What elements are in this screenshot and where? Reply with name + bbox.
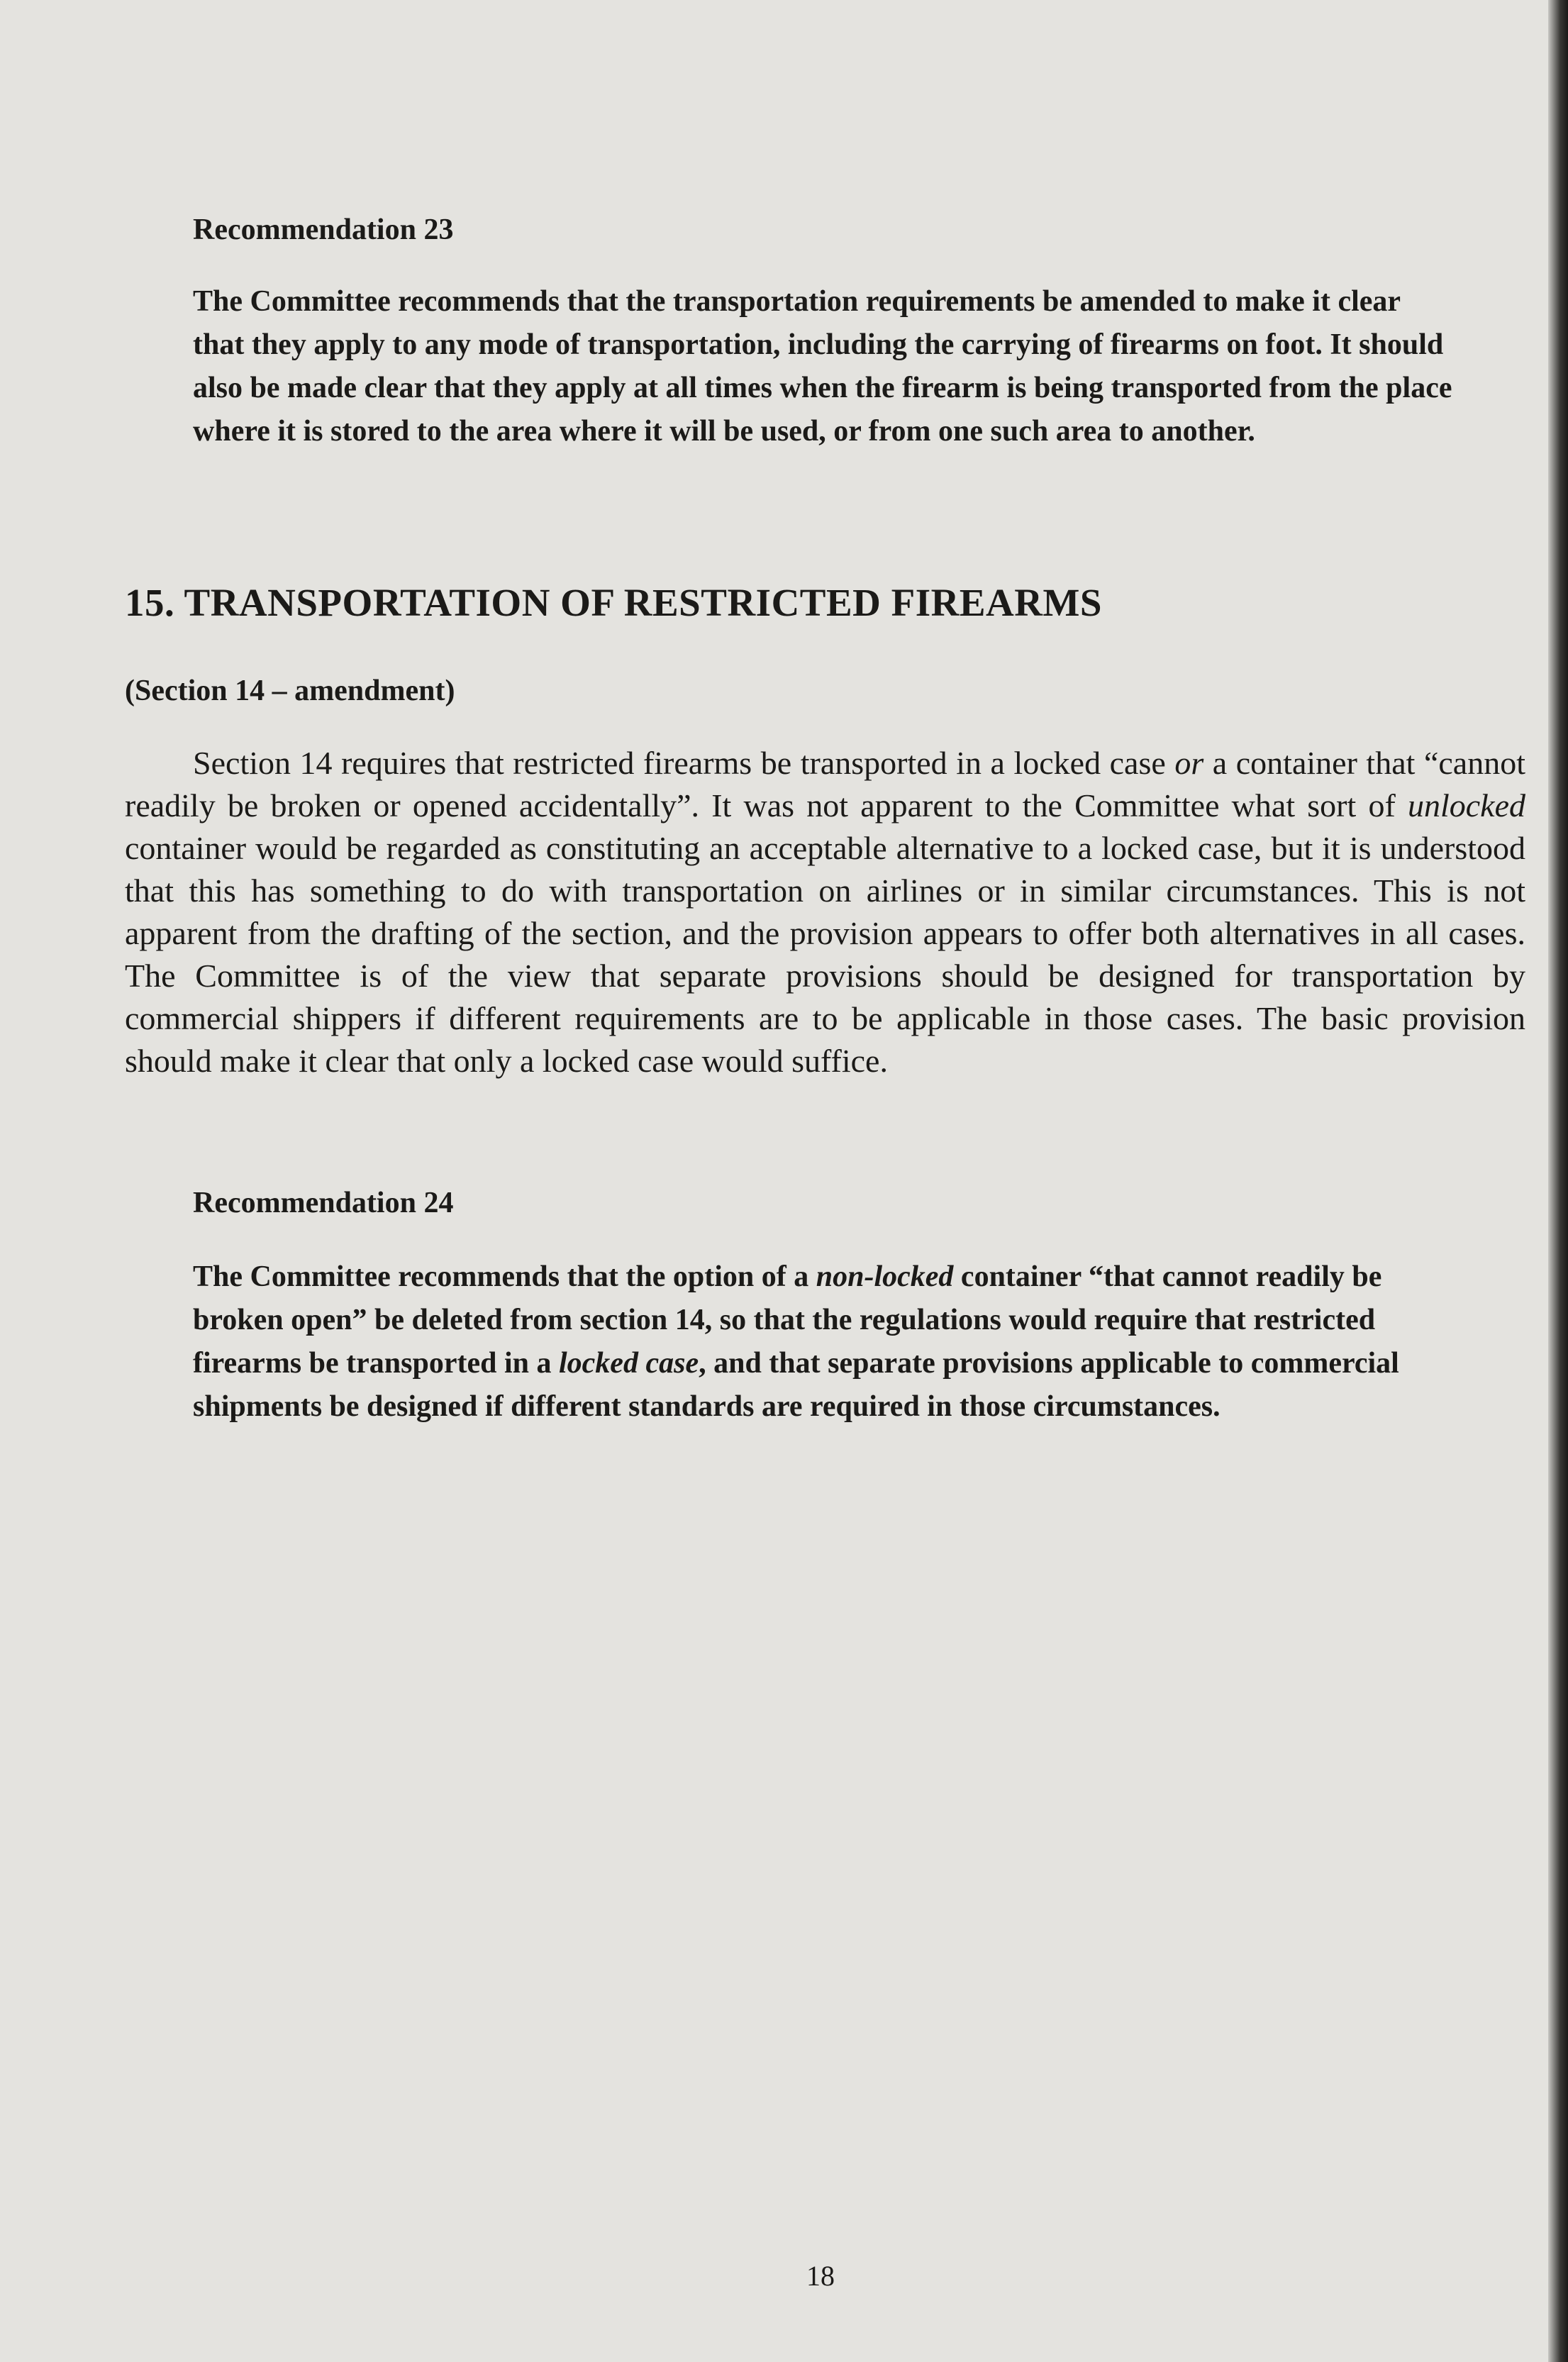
page-edge-shadow (1548, 0, 1568, 2362)
body-text-3: container would be regarded as constituting an acceptable alternative to a locked case, but it is understood that this has something to do with transportation on airlines or in similar circumstances. This is not apparent from the drafting of the section, and the provision appears to offer both alternatives in all cases. The Committee is of the view that separate provisions should be designed for transportation by commercial shippers if different requirements are to be applicable in those cases. The basic provision should make it clear that only a locked case would suffice. (125, 830, 1525, 1079)
body-emphasis-or: or (1174, 745, 1204, 781)
body-emphasis-unlocked: unlocked (1407, 787, 1525, 824)
recommendation-24-heading: Recommendation 24 (193, 1187, 454, 1219)
rec24-text-2: container “that cannot readily be broken open” be deleted from section 14, so that the regulations would require that restricted firearms be transported in a (193, 1260, 1382, 1380)
page-number: 18 (806, 2260, 835, 2292)
body-paragraph (125, 742, 1525, 1082)
section-title: 15. TRANSPORTATION OF RESTRICTED FIREARMS (125, 581, 1102, 624)
recommendation-23-heading: Recommendation 23 (193, 214, 454, 246)
rec24-text-3: , and that separate provisions applicable to commercial shipments be designed if different standards are required in those circumstances. (193, 1347, 1399, 1423)
body-text-2: a container that “cannot readily be broken or opened accidentally”. It was not apparent to the Committee what sort of (125, 745, 1525, 824)
body-text-1: Section 14 requires that restricted firearms be transported in a locked case (193, 745, 1175, 781)
rec24-emphasis-non-locked: non-locked (816, 1260, 954, 1293)
rec24-emphasis-locked-case: locked case (559, 1347, 699, 1380)
rec24-text-1: The Committee recommends that the option of a (193, 1260, 816, 1293)
section-subtitle: (Section 14 – amendment) (125, 675, 455, 707)
recommendation-23-text: The Committee recommends that the transportation requirements be amended to make it clear that they apply to any mode of transportation, including the carrying of firearms on foot. It should also be made clear that they apply at all times when the firearm is being transported from the place where it is stored to the area where it will be used, or from one such area to another. (193, 285, 1452, 448)
recommendation-24-text (193, 1255, 1455, 1429)
